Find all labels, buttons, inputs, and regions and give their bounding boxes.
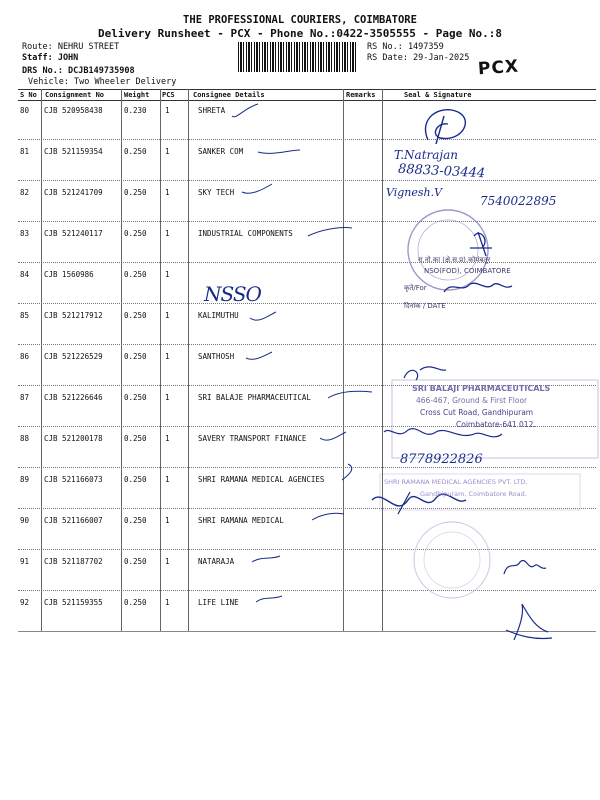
company-title: THE PROFESSIONAL COURIERS, COIMBATORE	[183, 14, 417, 26]
col-header-sno: S No	[20, 91, 37, 99]
row-pcs: 1	[165, 557, 170, 566]
handwritten-name-81: T.Natrajan	[394, 148, 459, 162]
row-sno: 87	[20, 393, 30, 402]
row-weight: 0.250	[124, 557, 147, 566]
row-sno: 83	[20, 229, 30, 238]
drs-number: DRS No.: DCJB149735908	[22, 66, 135, 76]
row-consignee: SHRI RAMANA MEDICAL	[198, 516, 284, 525]
row-pcs: 1	[165, 598, 170, 607]
row-divider	[18, 508, 596, 509]
row-sno: 81	[20, 147, 30, 156]
pen-tick	[250, 312, 276, 320]
row-consignee: SHRI RAMANA MEDICAL AGENCIES	[198, 475, 325, 484]
row-weight: 0.230	[124, 106, 147, 115]
balaji-stamp-name: SRI BALAJI PHARMACEUTICALS	[412, 384, 551, 393]
col-header-signature: Seal & Signature	[404, 91, 472, 99]
row-sno: 88	[20, 434, 30, 443]
row-pcs: 1	[165, 516, 170, 525]
staff-label: Staff: JOHN	[22, 53, 79, 63]
pen-tick	[312, 513, 344, 520]
col-header-consignment: Consignment No	[45, 91, 105, 99]
row-weight: 0.250	[124, 352, 147, 361]
row-consignee: SKY TECH	[198, 188, 235, 197]
pen-tick	[232, 104, 258, 117]
row-pcs: 1	[165, 311, 170, 320]
pen-tick	[242, 184, 272, 193]
nso-stamp-circle	[408, 210, 491, 290]
row-consignment-no: CJB 521217912	[44, 311, 103, 320]
signature-88	[384, 429, 502, 437]
pcx-logo: PCX	[477, 56, 520, 80]
row-consignee: INDUSTRIAL COMPONENTS	[198, 229, 293, 238]
row-consignee: SANKER COM	[198, 147, 244, 156]
row-divider	[18, 467, 596, 468]
signature-92	[506, 604, 552, 640]
row-pcs: 1	[165, 352, 170, 361]
row-weight: 0.250	[124, 393, 147, 402]
row-consignment-no: CJB 521187702	[44, 557, 103, 566]
signature-83	[470, 232, 492, 256]
ramana-stamp-addr: Gandhipuram, Coimbatore Road.	[420, 490, 527, 498]
balaji-stamp-addr3: Coimbatore-641 012.	[456, 420, 536, 429]
row-consignee: SAVERY TRANSPORT FINANCE	[198, 434, 307, 443]
pen-tick	[256, 596, 282, 602]
balaji-stamp-addr2: Cross Cut Road, Gandhipuram	[420, 408, 534, 417]
col-header-consignee: Consignee Details	[193, 91, 265, 99]
row-sno: 89	[20, 475, 30, 484]
row-sno: 86	[20, 352, 30, 361]
signature-87	[404, 367, 446, 380]
row-weight: 0.250	[124, 598, 147, 607]
row-divider	[18, 549, 596, 550]
row-sno: 84	[20, 270, 30, 279]
row-sno: 90	[20, 516, 30, 525]
handwritten-phone-81: 88833-03444	[397, 161, 486, 182]
table-top-line	[18, 89, 596, 90]
row-weight: 0.250	[124, 147, 147, 156]
rs-date: RS Date: 29-Jan-2025	[367, 53, 470, 63]
barcode	[238, 42, 358, 72]
row-consignee: NATARAJA	[198, 557, 235, 566]
row-weight: 0.250	[124, 188, 147, 197]
row-divider	[18, 262, 596, 263]
row-consignment-no: CJB 521159355	[44, 598, 103, 607]
pen-tick	[258, 150, 300, 153]
runsheet-title: Delivery Runsheet - PCX - Phone No.:0422-3505555 - Page No.:8	[98, 27, 502, 40]
col-header-remarks: Remarks	[346, 91, 376, 99]
row-divider	[18, 180, 596, 181]
table-bottom-line	[18, 631, 596, 632]
row-weight: 0.250	[124, 434, 147, 443]
signature-91	[504, 560, 546, 574]
handwritten-name-82: Vignesh.V	[386, 186, 443, 199]
row-divider	[18, 344, 596, 345]
row-sno: 80	[20, 106, 30, 115]
row-pcs: 1	[165, 434, 170, 443]
row-consignment-no: CJB 1560986	[44, 270, 94, 279]
row-weight: 0.250	[124, 311, 147, 320]
row-consignee: SANTHOSH	[198, 352, 235, 361]
row-consignee: LIFE LINE	[198, 598, 239, 607]
balaji-stamp-addr1: 466-467, Ground & First Floor	[416, 396, 528, 405]
row-weight: 0.250	[124, 229, 147, 238]
row-divider	[18, 221, 596, 222]
rs-number: RS No.: 1497359	[367, 42, 444, 52]
handwritten-mark-85: NSSO	[204, 282, 261, 306]
row-pcs: 1	[165, 229, 170, 238]
nso-stamp-for: कृते/For	[404, 284, 427, 292]
nso-stamp-english: NSO(FOD), COIMBATORE	[424, 267, 511, 275]
round-stamp	[414, 522, 490, 598]
row-pcs: 1	[165, 147, 170, 156]
row-consignment-no: CJB 521166073	[44, 475, 103, 484]
row-consignment-no: CJB 521226529	[44, 352, 103, 361]
row-sno: 85	[20, 311, 30, 320]
row-consignee: SRI BALAJE PHARMACEUTICAL	[198, 393, 311, 402]
row-weight: 0.250	[124, 270, 147, 279]
row-pcs: 1	[165, 188, 170, 197]
row-sno: 91	[20, 557, 30, 566]
row-sno: 92	[20, 598, 30, 607]
row-consignee: SHRETA	[198, 106, 226, 115]
pen-tick	[308, 227, 352, 236]
handwritten-phone-82: 7540022895	[480, 194, 557, 208]
row-divider	[18, 139, 596, 140]
pen-tick	[328, 391, 372, 398]
route-label: Route: NEHRU STREET	[22, 42, 120, 52]
row-consignment-no: CJB 521200178	[44, 434, 103, 443]
ramana-stamp-name: SHRI RAMANA MEDICAL AGENCIES PVT. LTD.	[384, 478, 528, 486]
row-weight: 0.250	[124, 475, 147, 484]
row-consignment-no: CJB 521241709	[44, 188, 103, 197]
row-pcs: 1	[165, 393, 170, 402]
pen-tick	[252, 556, 280, 562]
nso-stamp-date: दिनांक / DATE	[404, 302, 446, 310]
row-pcs: 1	[165, 106, 170, 115]
row-divider	[18, 303, 596, 304]
row-pcs: 1	[165, 475, 170, 484]
pen-tick	[246, 352, 272, 359]
table-header-line	[18, 100, 596, 101]
row-consignment-no: CJB 521166007	[44, 516, 103, 525]
col-header-weight: Weight	[124, 91, 150, 99]
nso-stamp-hindi: रा.नो.का (क्षे.स.प्र).कोयंबतूर	[418, 256, 491, 264]
row-sno: 82	[20, 188, 30, 197]
row-consignment-no: CJB 521240117	[44, 229, 103, 238]
row-pcs: 1	[165, 270, 170, 279]
col-header-pcs: PCS	[162, 91, 175, 99]
row-consignee: KALIMUTHU	[198, 311, 239, 320]
row-consignment-no: CJB 521226646	[44, 393, 103, 402]
row-weight: 0.250	[124, 516, 147, 525]
handwritten-phone-88: 8778922826	[400, 452, 483, 467]
row-consignment-no: CJB 520958438	[44, 106, 103, 115]
row-consignment-no: CJB 521159354	[44, 147, 103, 156]
row-divider	[18, 590, 596, 591]
signature-84	[444, 283, 512, 292]
vehicle-label: Vehicle: Two Wheeler Delivery	[28, 77, 177, 87]
